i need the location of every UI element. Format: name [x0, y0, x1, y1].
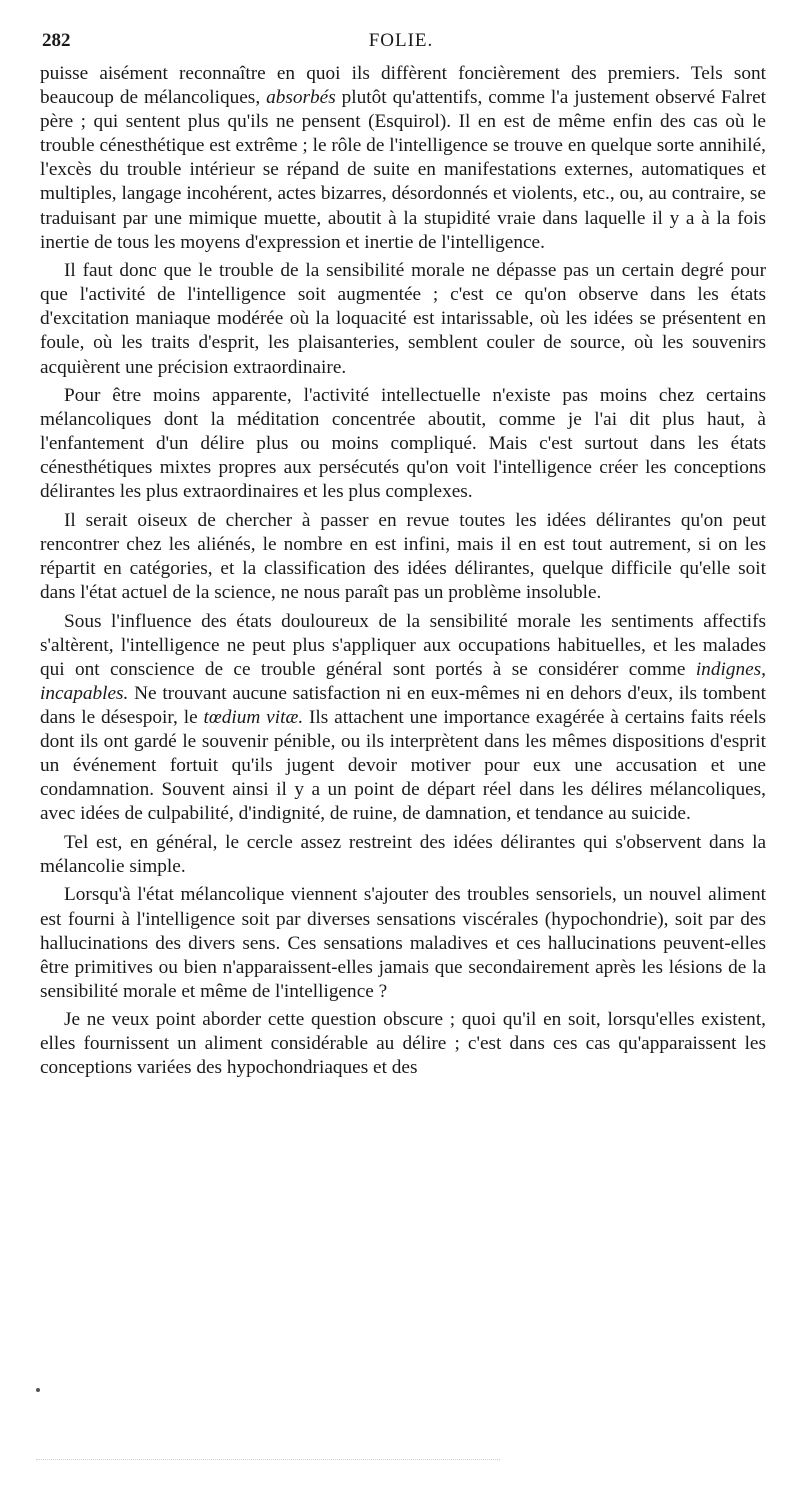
italic-text: absorbés	[266, 87, 336, 109]
text-run: Lorsqu'à l'état mélancolique viennent s'ajouter des troubles sensoriels, un nouvel aliment est fourni à l'intelligence soit par diverses sensations viscérales (hypochondrie), soit par des hallucinations des divers sens. Ces sensations maladives et ces hallucinations peuvent-elles être primitives ou bien n'apparaissent-elles jamais que secondairement après les lésions de la sensibilité morale et même de l'intelligence ?	[40, 884, 766, 1002]
text-run: Il faut donc que le trouble de la sensibilité morale ne dépasse pas un certain degré pour que l'activité de l'intelligence soit augmentée ; c'est ce qu'on observe dans les états d'excitation maniaque modérée où la loquacité est intarissable, où les idées se présentent en foule, où les traits d'esprit, les plaisanteries, semblent couler de source, où les souvenirs acquièrent une précision extraordinaire.	[40, 260, 766, 378]
paragraph	[40, 1008, 766, 1080]
running-title: FOLIE.	[368, 30, 434, 51]
text-run: Je ne veux point aborder cette question obscure ; quoi qu'il en soit, lorsqu'elles existent, elles fournissent un aliment considérable au délire ; c'est dans ces cas qu'apparaissent les conceptions variées des hypochondriaques et des	[40, 1009, 766, 1079]
paragraph	[40, 259, 766, 379]
text-run: puisse aisément reconnaître en quoi ils diffèrent foncièrement des premiers. Tels sont beaucoup de mélancoliques,	[40, 63, 766, 109]
text-run: Tel est, en général, le cercle assez restreint des idées délirantes qui s'observent dans la mélancolie simple.	[40, 831, 766, 877]
italic-text: indignes, incapables.	[40, 658, 766, 704]
text-run: Ne trouvant aucune satisfaction ni en eux-mêmes ni en dehors d'eux, ils tombent dans le désespoir, le	[40, 682, 766, 728]
page-number: 282	[42, 30, 71, 51]
paragraph	[40, 610, 766, 827]
text-run: Il serait oiseux de chercher à passer en revue toutes les idées délirantes qu'on peut rencontrer chez les aliénés, le nombre en est infini, mais il en est tout autrement, si on les répartit en catégories, et la classification des idées délirantes, quelque difficile qu'elle soit dans l'état actuel de la science, ne nous paraît pas un problème insoluble.	[40, 509, 766, 604]
paragraph	[40, 509, 766, 605]
body-text	[40, 62, 766, 1085]
text-run: Ils attachent une importance exagérée à certains faits réels dont ils ont gardé le souvenir pénible, ou ils interprètent dans les mêmes dispositions d'esprit un événement fortuit qu'ils jugent devoir motiver pour eux une accusation et une condamnation. Souvent ainsi il y a un point de départ réel dans les délires mélancoliques, avec idées de culpabilité, d'indignité, de ruine, de damnation, et tendance au suicide.	[40, 707, 766, 825]
paragraph	[40, 883, 766, 1003]
text-run: Sous l'influence des états douloureux de la sensibilité morale les sentiments affectifs s'altèrent, l'intelligence ne peut plus s'appliquer aux occupations habituelles, et les malades qui ont conscience de ce trouble général sont portés à se considérer comme	[40, 610, 766, 680]
text-run: Pour être moins apparente, l'activité intellectuelle n'existe pas moins chez certains mélancoliques dont la méditation concentrée aboutit, comme je l'ai dit plus haut, à l'enfantement d'un délire plus ou moins compliqué. Mais c'est surtout dans les états cénesthétiques mixtes propres aux persécutés qu'on voit l'intelligence créer les conceptions délirantes les plus extraordinaires et les plus complexes.	[40, 385, 766, 503]
ink-speck	[36, 1388, 40, 1392]
faded-footer-line	[36, 1459, 500, 1460]
paragraph-continued	[40, 62, 766, 255]
page-header	[42, 30, 760, 60]
paragraph	[40, 831, 766, 879]
text-run: plutôt qu'attentifs, comme l'a justement observé Falret père ; qui sentent plus qu'ils ne pensent (Esquirol). Il en est de même enfin des cas où le trouble cénesthétique est extrême ; le rôle de l'intelligence se trouve en quelque sorte annihilé, l'excès du trouble intérieur se répand de suite en manifestations externes, automatiques et multiples, langage incohérent, actes bizarres, désordonnés et violents, etc., ou, au contraire, se traduisant par une mimique muette, aboutit à la stupidité vraie dans laquelle il y a à la fois inertie de tous les moyens d'expression et inertie de l'intelligence.	[40, 87, 766, 253]
italic-text: tœdium vitæ.	[203, 707, 304, 728]
paragraph	[40, 384, 766, 504]
